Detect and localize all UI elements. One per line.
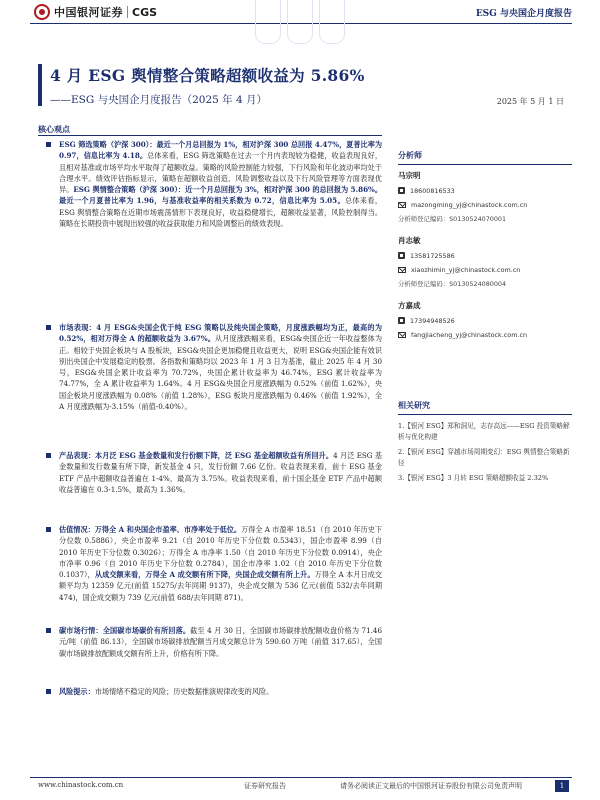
logo-icon [34, 4, 50, 20]
bullet-highlight: 估值情况：万得全 A 和央国企市盈率、市净率处于低位。 [59, 525, 242, 534]
bullet-text: 市场情绪不稳定的风险；历史数据推演规律改变的风险。 [94, 687, 274, 696]
analyst-registration: 分析师登记编码：S0130524080004 [398, 280, 507, 288]
phone-icon [398, 187, 405, 194]
company-logo [34, 3, 157, 21]
analyst-card [398, 300, 572, 339]
bullet-text: 4 月泛 ESG 基金数量和发行数量有所下降，新发基金 4 只，发行份额 7.66 亿份。收益表现来看，前十 ESG 基金 ETF 产品中超额收益普遍在 1-4%，最高为 3.75%。收益表现来看，前十国企基金 ETF 产品中超额收益普遍在 0.3-1.5%，最高为 1.36%。 [59, 451, 382, 494]
email-icon [398, 332, 406, 338]
analyst-phone: 13581725586 [410, 251, 455, 260]
footer-report-type: 证券研究报告 [244, 782, 286, 790]
phone-icon [398, 252, 405, 259]
phone-icon [398, 317, 405, 324]
bullet-highlight: 从成交额来看，万得全 A 成交额有所下降，央国企成交额有所上升。 [94, 570, 315, 580]
bullet-product-performance [46, 450, 382, 524]
related-research-item[interactable]: 2.【银河 ESG】穿越市场周期变幻：ESG 舆情整合策略新径 [398, 448, 570, 467]
analyst-email[interactable]: xiaozhimin_yj@chinastock.com.cn [411, 265, 521, 274]
report-title: 4 月 ESG 舆情整合策略超额收益为 5.86% [50, 66, 365, 85]
core-views-heading: 核心观点 [38, 124, 70, 134]
bullet-highlight: ESG 舆情整合策略（沪深 300）：近一个月总回报为 3%，相对沪深 300 的总回报为 5.86%。最近一个月夏普比率为 1.96，与基准收益率的相关系数为 0.72，信息比率为 5.05。 [59, 185, 382, 206]
title-accent-bar [38, 64, 42, 106]
bullet-text: 万得全 A 市盈率 18.51（自 2010 年历史下分位数 0.5886），央企市盈率 9.21（自 2010 年历史下分位数 0.5343），国企市盈率 8.99（自 2010 年历史下分位数 0.3026）；万得全 A 市净率 1.50（自 2010 年历史下分位数 0.0914），央企市净率 0.96（自 2010 年历史下分位数 0.2784），国企市净率 1.02（自 2010 年历史下分位数 0.1037）， [59, 525, 383, 580]
analyst-panel [398, 150, 572, 344]
email-icon [398, 202, 406, 208]
analyst-registration: 分析师登记编码：S0130524070001 [398, 215, 507, 223]
bullet-highlight: ESG 筛选策略（沪深 300）：最近一个月总回报为 1%，相对沪深 300 总回报 4.47%，夏普比率为 0.97，信息比率为 4.18。 [59, 140, 382, 161]
core-views-list [46, 139, 382, 706]
footer-website[interactable]: www.chinastock.com.cn [38, 781, 124, 789]
analyst-card [398, 170, 572, 223]
analyst-name: 肖志敏 [398, 236, 421, 245]
report-subtitle: ——ESG 与央国企月度报告（2025 年 4 月） [50, 94, 267, 106]
bullet-text: 万得全 A 本月日成交额平均为 12359 亿元(前值 15275/去年同期 9137)，央企成交额为 536 亿元(前值 532/去年同期 474)，国企成交额为 739 亿元(前值 688/去年同期 871)。 [59, 570, 383, 602]
bullet-text: 总体来看，ESG 筛选策略在过去一个月内表现较为稳健，收益表现良好，且相对基准或市场平均水平取得了超额收益。策略的风险控制能力较强，下行风险和年化波动率均处于合理水平。绩效评估指标显示，策略在超额收益创造、风险调整收益以及下行风险管理等方面表现优异。 [59, 151, 382, 195]
related-research-item[interactable]: 3.【银河 ESG】3 月转 ESG 策略超额收益 2.32% [398, 474, 549, 482]
related-research-item[interactable]: 1.【银河 ESG】郑和洞见，志存高远——ESG 投资策略解析与优化构建 [398, 422, 570, 441]
analyst-name: 方嘉成 [398, 301, 421, 310]
footer-rule [30, 777, 572, 778]
bullet-highlight: 碳市场行情：全国碳市场碳价有所回落。 [59, 626, 191, 635]
bullet-highlight: 市场表现：4 月 ESG&央国企优于纯 ESG 策略以及纯央国企策略，月度涨跌幅均为正，最高的为 0.52%，相对万得全 A 的超额收益为 3.67%。 [59, 323, 382, 344]
analyst-email[interactable]: fangjiacheng_yj@chinastock.com.cn [411, 330, 528, 339]
bullet-text: 总体来看，ESG 舆情整合策略在近期市场震荡情形下表现良好，收益稳健增长，超额收益显著，风险控制得当。策略在长期投资中展现出较强的收益获取能力和风险调整后的绩效表现。 [59, 196, 382, 229]
analyst-card [398, 235, 572, 288]
analyst-email[interactable]: mazongming_yj@chinastock.com.cn [411, 200, 528, 209]
email-icon [398, 267, 406, 273]
analyst-phone: 18600816533 [410, 186, 455, 195]
analyst-heading: 分析师 [398, 150, 572, 165]
bullet-risk-warning [46, 686, 382, 706]
related-research-heading: 相关研究 [398, 400, 572, 415]
related-research-panel [398, 400, 572, 489]
related-research-list [398, 421, 572, 484]
logo-divider [127, 6, 128, 18]
bullet-highlight: 产品表现：本月泛 ESG 基金数量和发行份额下降，泛 ESG 基金超额收益有所回升。 [59, 451, 334, 460]
footer-disclaimer: 请务必阅读正文最后的中国银河证券股份有限公司免责声明 [340, 782, 522, 790]
bullet-market-performance [46, 322, 382, 450]
analyst-name: 马宗明 [398, 171, 421, 180]
bullet-esg-strategy [46, 139, 382, 322]
report-date: 2025 年 5 月 1 日 [496, 97, 564, 106]
bullet-text: 截至 4 月 30 日，全国碳市场碳排放配额收盘价格为 71.46 元/吨（前值 86.13），全国碳市场碳排放配额当月成交额总计为 590.60 万吨（前值 317.65），全国碳市场碳排放配额成交额有所上升，价格有所下降。 [59, 626, 382, 658]
header-title: ESG 与央国企月度报告 [475, 9, 572, 19]
page-number: 1 [555, 780, 569, 792]
bullet-highlight: 风险提示： [59, 687, 95, 696]
logo-text: 中国银河证券 [54, 6, 123, 19]
bullet-text: 从月度涨跌幅来看，ESG&央国企近一年收益整体为正。相较于央国企板块与 A 股板块，ESG&央国企更加稳健且收益更大，说明 ESG&央国企能有效识别出央国企中发展稳定的股票。各指数和策略均以 2023 年 1 月 3 日为基准，截止 2025 年 4 月 30 号，ESG&央国企累计收益率为 70.72%，央国企累计收益率为 46.74%，ESG 累计收益率为 74.77%，全 A 累计收益率为 1.64%。4 月 ESG&央国企月度涨跌幅为 0.52%（前值 1.62%），央国企板块月度涨跌幅为 0.08%（前值 1.28%），ESG 板块月度涨跌幅为 0.46%（前值 1.92%），全 A 月度涨跌幅为-3.15%（前值-0.40%）。 [59, 334, 382, 412]
bullet-valuation [46, 524, 382, 625]
watermark-graphic [255, 0, 345, 44]
core-views-rule [38, 135, 382, 136]
analyst-phone: 17394948526 [410, 316, 455, 325]
logo-cgs: CGS [132, 5, 158, 19]
bullet-carbon-market [46, 625, 382, 686]
